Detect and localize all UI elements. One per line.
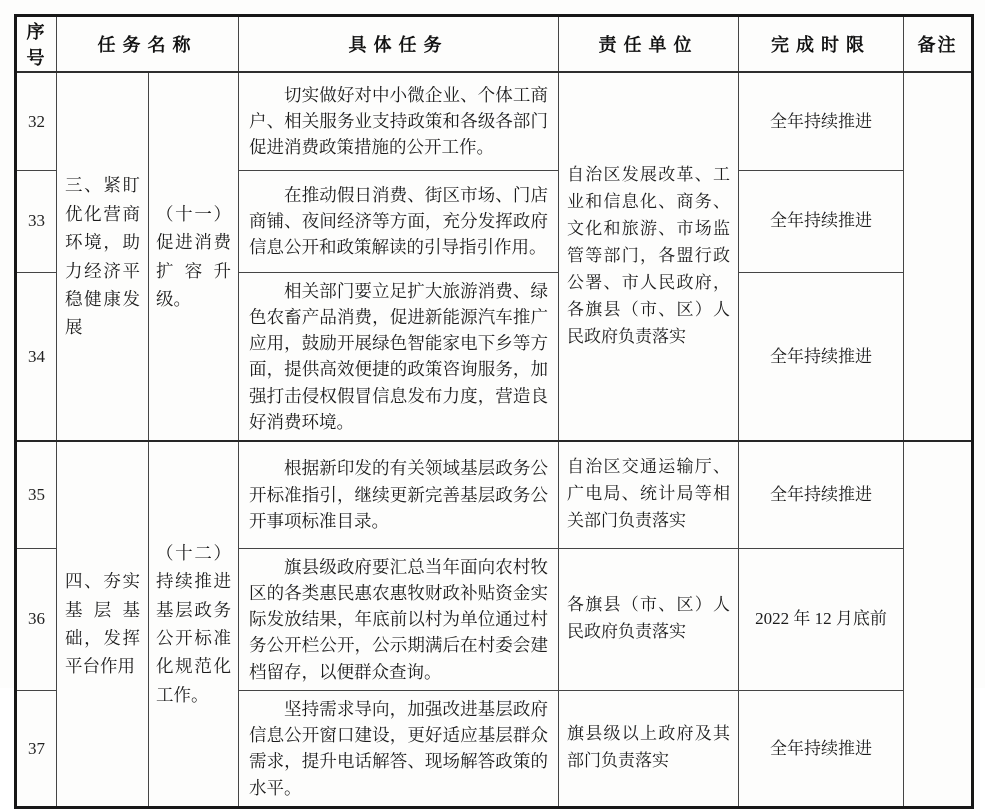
category-cell: 四、夯实基层基础，发挥平台作用 (57, 441, 149, 807)
header-row (16, 16, 973, 73)
task-cell: 旗县级政府要汇总当年面向农村牧区的各类惠民惠农惠牧财政补贴资金实际发放结果，年底前以村为单位通过村务公开栏公开，公示期满后在村委会建档留存，以便群众查询。 (239, 548, 559, 690)
deadline-cell: 全年持续推进 (739, 441, 904, 548)
task-cell: 坚持需求导向，加强改进基层政府信息公开窗口建设，更好适应基层群众需求，提升电话解答、现场解答政策的水平。 (239, 690, 559, 807)
remark-cell (904, 72, 973, 441)
task-cell: 相关部门要立足扩大旅游消费、绿色农畜产品消费，促进新能源汽车推广应用，鼓励开展绿色智能家电下乡等方面，提供高效便捷的政策咨询服务，加强打击侵权假冒信息发布力度，营造良好消费环境。 (239, 272, 559, 441)
table-row (16, 72, 973, 170)
serial-cell: 37 (16, 690, 57, 807)
deadline-cell: 全年持续推进 (739, 690, 904, 807)
category-cell: 三、紧盯优化营商环境，助力经济平稳健康发展 (57, 72, 149, 441)
deadline-cell: 全年持续推进 (739, 272, 904, 441)
serial-cell: 35 (16, 441, 57, 548)
task-cell: 切实做好对中小微企业、个体工商户、相关服务业支持政策和各级各部门促进消费政策措施的公开工作。 (239, 72, 559, 170)
task-cell: 在推动假日消费、街区市场、门店商铺、夜间经济等方面，充分发挥政府信息公开和政策解读的引导指引作用。 (239, 170, 559, 272)
header-serial: 序号 (16, 16, 57, 73)
deadline-cell: 全年持续推进 (739, 72, 904, 170)
table-header (16, 16, 973, 73)
sub-task-cell: （十一）促进消费扩容升级。 (149, 72, 239, 441)
task-table (14, 14, 974, 809)
header-responsible-unit: 责任单位 (559, 16, 739, 73)
header-task-name: 任务名称 (57, 16, 239, 73)
task-cell: 根据新印发的有关领域基层政务公开标准指引，继续更新完善基层政务公开事项标准目录。 (239, 441, 559, 548)
sub-task-cell: （十二）持续推进基层政务公开标准化规范化工作。 (149, 441, 239, 807)
responsible-unit-cell: 自治区发展改革、工业和信息化、商务、文化和旅游、市场监管等部门，各盟行政公署、市人民政府，各旗县（市、区）人民政府负责落实 (559, 72, 739, 441)
responsible-unit-cell: 各旗县（市、区）人民政府负责落实 (559, 548, 739, 690)
header-remark: 备注 (904, 16, 973, 73)
serial-cell: 33 (16, 170, 57, 272)
header-deadline: 完成时限 (739, 16, 904, 73)
deadline-cell: 2022 年 12 月底前 (739, 548, 904, 690)
header-specific-task: 具体任务 (239, 16, 559, 73)
remark-cell (904, 441, 973, 807)
serial-cell: 34 (16, 272, 57, 441)
responsible-unit-cell: 旗县级以上政府及其部门负责落实 (559, 690, 739, 807)
table-row (16, 441, 973, 548)
serial-cell: 36 (16, 548, 57, 690)
responsible-unit-cell: 自治区交通运输厅、广电局、统计局等相关部门负责落实 (559, 441, 739, 548)
serial-cell: 32 (16, 72, 57, 170)
deadline-cell: 全年持续推进 (739, 170, 904, 272)
